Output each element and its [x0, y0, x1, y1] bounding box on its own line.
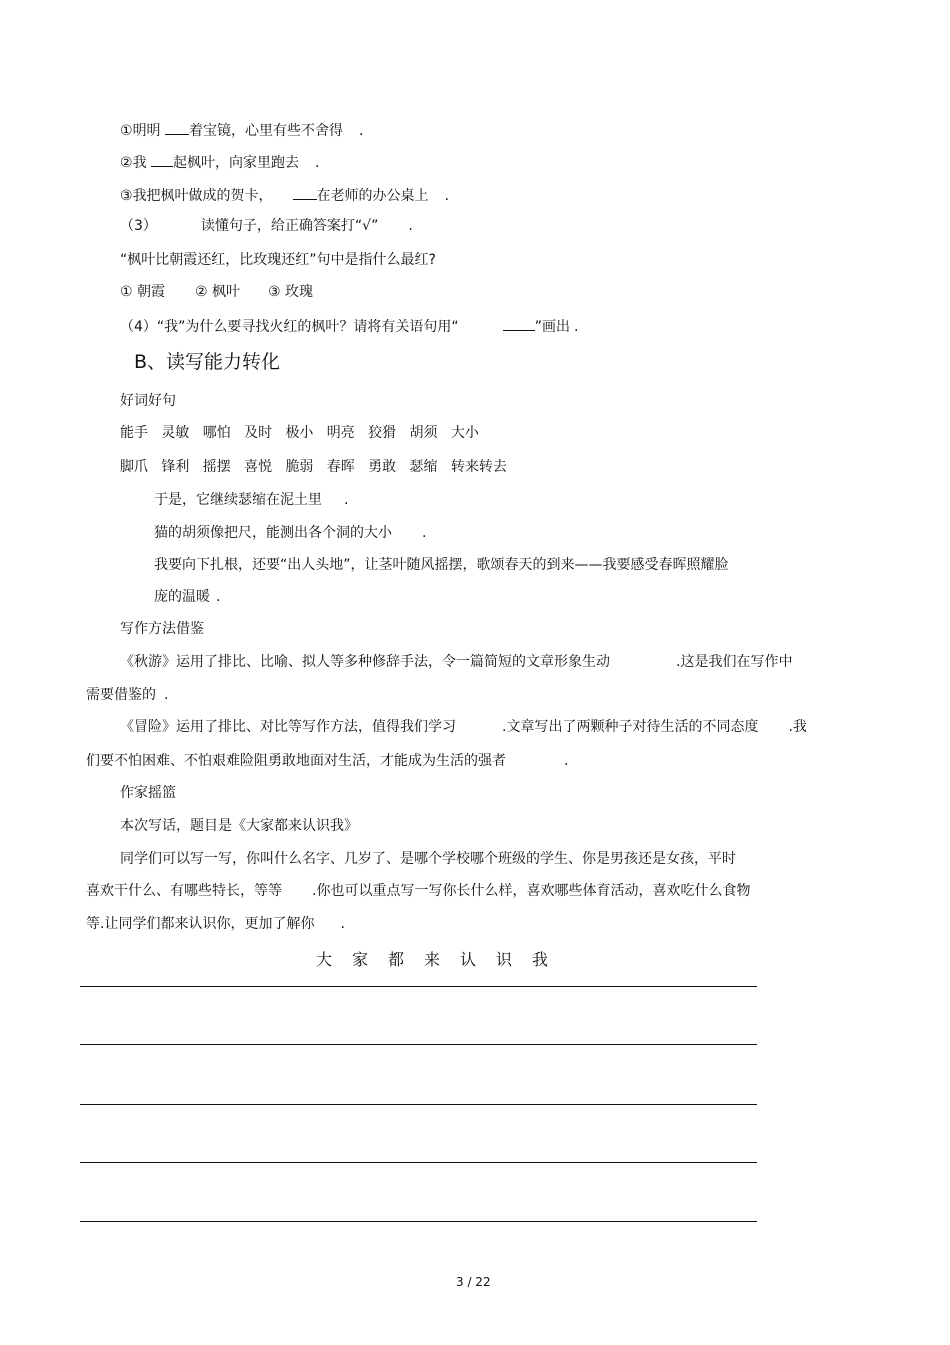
example-sentence-1: [154, 491, 348, 509]
question-text: “我”为什么要寻找火红的枫叶？请将有关语句用“: [156, 319, 459, 335]
item-period: .: [444, 188, 450, 204]
method-heading: 写作方法借鉴: [120, 621, 204, 637]
question-3-options: [120, 283, 313, 301]
sentence-period: .: [216, 589, 221, 605]
word: 脚爪: [120, 459, 148, 475]
writing-line-4[interactable]: [80, 1162, 757, 1163]
sentence-text: 庞的温暖: [154, 589, 210, 605]
item-text-post: 着宝镜，心里有些不舍得: [189, 123, 344, 139]
word: 能手: [120, 425, 148, 441]
item-period: .: [573, 319, 579, 335]
example-sentence-3: 我要向下扎根，还要“出人头地”，让茎叶随风摇摆，歌颂春天的到来——我要感受春晖照耀脸: [154, 557, 729, 573]
word: 狡猾: [368, 425, 397, 441]
question-instruction: 读懂句子，给正确答案打“√”: [200, 218, 379, 234]
answer-blank[interactable]: [503, 316, 535, 331]
vocab-heading: 好词好句: [120, 393, 176, 409]
item-text-pre: 我把枫叶做成的贺卡，: [132, 188, 273, 204]
question-4: [120, 316, 578, 336]
word: 大小: [450, 425, 479, 441]
paragraph-text: 《秋游》运用了排比、比喻、拟人等多种修辞手法，令一篇简短的文章形象生动: [120, 654, 610, 670]
paragraph-text: .我: [788, 719, 807, 735]
word: 勇敢: [368, 459, 397, 475]
item-text-post: 起枫叶，向家里跑去: [173, 155, 300, 171]
item-period: .: [359, 123, 364, 139]
item-text-pre: 我: [132, 155, 147, 171]
example-sentence-2: [154, 524, 426, 542]
sentence-text: 猫的胡须像把尺，能测出各个洞的大小: [154, 525, 392, 541]
question-label: （3）: [120, 218, 157, 234]
writing-line-2[interactable]: [80, 1044, 757, 1045]
composition-title: 大家都来认识我: [316, 950, 569, 969]
item-period: .: [408, 218, 413, 234]
item-number: ③: [120, 188, 133, 204]
word: 锋利: [161, 459, 190, 475]
sentence-period: .: [564, 753, 569, 769]
word: 明亮: [326, 425, 355, 441]
words-row-2: [120, 458, 507, 476]
item-text-pre: 明明: [132, 123, 161, 139]
word: 喜悦: [244, 459, 273, 475]
section-b-title: B、读写能力转化: [134, 351, 281, 373]
writing-topic: 本次写话，题目是《大家都来认识我》: [120, 818, 358, 834]
answer-blank[interactable]: [165, 120, 189, 135]
writing-line-5[interactable]: [80, 1221, 757, 1222]
option-a[interactable]: ① 朝霞: [120, 284, 166, 300]
answer-blank[interactable]: [293, 185, 317, 200]
paragraph-text: 们要不怕困难、不怕艰难险阻勇敢地面对生活，才能成为生活的强者: [86, 753, 506, 769]
words-row-1: [120, 424, 479, 442]
word: 胡须: [409, 425, 438, 441]
fill-item-2: [120, 152, 319, 172]
item-number: ①: [120, 123, 133, 139]
word: 及时: [244, 425, 273, 441]
sentence-period: .: [164, 687, 169, 703]
example-sentence-3-cont: [154, 588, 220, 606]
writing-paragraph-line-2: [86, 882, 750, 900]
paragraph-text: 等.让同学们都来认识你，更加了解你: [86, 916, 315, 932]
option-b[interactable]: ② 枫叶: [195, 284, 241, 300]
paragraph-text: 喜欢干什么、有哪些特长，等等: [86, 883, 282, 899]
question-label: （4）: [120, 319, 157, 335]
writing-paragraph-line-1: 同学们可以写一写，你叫什么名字、几岁了、是哪个学校哪个班级的学生、你是男孩还是女孩，平时: [120, 851, 736, 867]
fill-item-3: [120, 185, 449, 205]
word: 春晖: [326, 459, 355, 475]
fill-item-1: [120, 120, 363, 140]
writing-line-1[interactable]: [80, 986, 757, 987]
question-text-tail: ”画出: [534, 319, 570, 335]
word: 灵敏: [161, 425, 190, 441]
paragraph-text: .这是我们在写作中: [676, 654, 793, 670]
item-period: .: [315, 155, 320, 171]
paragraph-text: 《冒险》运用了排比、对比等写作方法，值得我们学习: [120, 719, 456, 735]
word: 极小: [285, 425, 314, 441]
sentence-period: .: [422, 525, 427, 541]
paragraph-text: .你也可以重点写一写你长什么样，喜欢哪些体育活动，喜欢吃什么食物: [312, 883, 751, 899]
question-3-prompt: “枫叶比朝霞还红，比玫瑰还红”句中是指什么最红?: [120, 252, 436, 268]
writing-heading: 作家摇篮: [120, 785, 176, 801]
sentence-text: 于是，它继续瑟缩在泥土里: [154, 492, 322, 508]
method-paragraph-2-line-2: [86, 752, 568, 770]
paragraph-text: 需要借鉴的: [86, 687, 156, 703]
answer-blank[interactable]: [151, 152, 173, 167]
method-paragraph-1-line-1: [120, 653, 792, 671]
page-number: 3 / 22: [456, 1275, 491, 1289]
sentence-period: .: [344, 492, 349, 508]
word: 转来转去: [450, 459, 507, 475]
writing-paragraph-line-3: [86, 915, 345, 933]
item-text-post: 在老师的办公桌上: [316, 188, 429, 204]
paragraph-text: .文章写出了两颗种子对待生活的不同态度: [502, 719, 759, 735]
option-c[interactable]: ③ 玫瑰: [268, 284, 314, 300]
method-paragraph-2-line-1: [120, 718, 807, 736]
sentence-period: .: [340, 916, 345, 932]
word: 脆弱: [285, 459, 314, 475]
writing-line-3[interactable]: [80, 1104, 757, 1105]
word: 瑟缩: [409, 459, 438, 475]
word: 哪怕: [202, 425, 231, 441]
question-3-instruction: [120, 217, 413, 235]
method-paragraph-1-line-2: [86, 686, 168, 704]
item-number: ②: [120, 155, 133, 171]
word: 摇摆: [202, 459, 231, 475]
